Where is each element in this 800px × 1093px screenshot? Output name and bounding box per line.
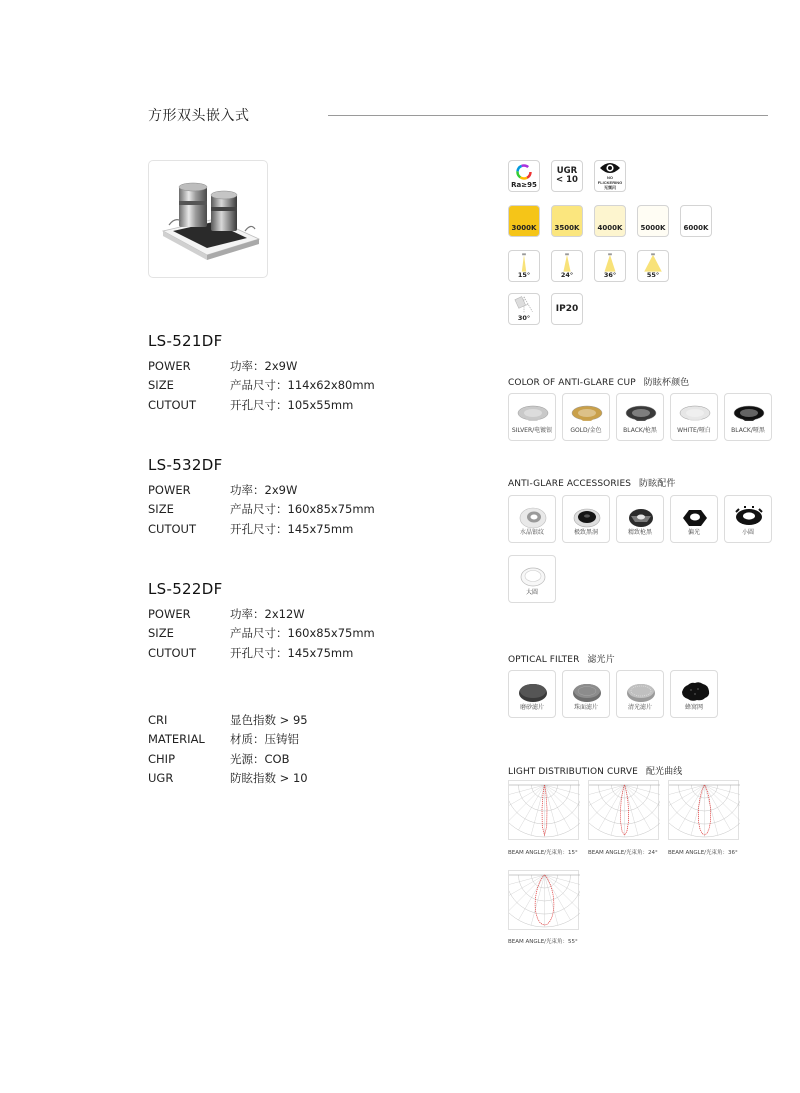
cup-highlight [632, 409, 650, 417]
color-wheel-icon [516, 164, 532, 180]
filter-label: 珠面滤片 [573, 704, 598, 711]
heading-cn: 防眩配件 [639, 479, 676, 489]
cup-highlight [686, 409, 704, 417]
spec-row [148, 624, 478, 644]
cup-matte-black [724, 393, 772, 441]
polar-curve-graphic [509, 871, 580, 931]
polar-spoke [545, 785, 581, 822]
polar-spoke [545, 875, 571, 920]
polar-spoke [705, 785, 741, 811]
polar-spoke [705, 785, 731, 830]
cup-label: SILVER/电镀银 [511, 427, 553, 434]
polar-spoke [625, 785, 661, 811]
cct-label: 5000K [640, 224, 666, 232]
spec-key: POWER [148, 358, 191, 373]
cct-label: 6000K [683, 224, 709, 232]
heading-cn: 防眩杯颜色 [643, 378, 690, 388]
polar-spoke [545, 785, 571, 830]
no-flicker-icon [594, 160, 626, 192]
polar-curve-graphic [669, 781, 740, 841]
model-name: LS-532DF [148, 456, 223, 474]
curve-caption: BEAM ANGLE/光束角：36° [668, 850, 738, 856]
spec-key: POWER [148, 606, 191, 621]
heading-cn: 滤光片 [587, 655, 615, 665]
polar-curve-graphic [509, 781, 580, 841]
polar-spoke [545, 875, 581, 888]
polar-spoke [589, 785, 625, 822]
cup-gun-black [616, 393, 664, 441]
spec-key: SIZE [148, 626, 174, 641]
ra-cri-icon [508, 160, 540, 192]
filter-beaded [562, 670, 610, 718]
model-name: LS-521DF [148, 332, 223, 350]
spec-value: 开孔尺寸：145x75mm [230, 521, 354, 536]
tilt-label: 30° [517, 314, 531, 322]
lamp-head [522, 253, 526, 255]
general-specs [148, 710, 478, 788]
cct-label: 4000K [597, 224, 623, 232]
beam-label: 24° [560, 271, 574, 279]
filter-clear [616, 670, 664, 718]
filter-label: 蜂窝网 [684, 704, 703, 711]
distribution-curve-24 [588, 780, 659, 840]
cup-matte-white [670, 393, 718, 441]
polar-spoke [531, 875, 544, 925]
spec-key: UGR [148, 771, 174, 786]
beam-label: 36° [603, 271, 617, 279]
spec-key: POWER [148, 482, 191, 497]
accessory-label: 偏光 [687, 529, 700, 536]
curve-caption: BEAM ANGLE/光束角：55° [508, 939, 578, 945]
polar-spoke [545, 785, 581, 798]
beam-cone [522, 255, 526, 272]
ip-rating-icon [551, 293, 583, 325]
eye-icon [599, 161, 621, 175]
accessory-label: 精致枪黑 [627, 529, 652, 536]
spec-row [148, 730, 478, 750]
polar-spoke [589, 785, 625, 798]
filter-frosted [508, 670, 556, 718]
page-title: 方形双头嵌入式 [148, 108, 250, 124]
cup-label: WHITE/哑白 [677, 427, 711, 434]
spec-value: 功率：2x9W [230, 358, 298, 373]
spec-value: 产品尺寸：160x85x75mm [230, 502, 375, 517]
cup-highlight [578, 409, 596, 417]
heading-cn: 配光曲线 [645, 767, 683, 777]
polar-spoke [509, 875, 545, 901]
spec-row [148, 769, 478, 789]
distribution-curve-15 [508, 780, 579, 840]
spec-row [148, 356, 478, 376]
polar-spoke [509, 875, 545, 912]
polar-spoke [669, 785, 705, 822]
accessory-large-ring [508, 555, 556, 603]
heading-en: LIGHT DISTRIBUTION CURVE [508, 767, 638, 777]
filter-label: 清光滤片 [627, 704, 652, 711]
cup-label: BLACK/哑黑 [731, 427, 765, 434]
title-divider [328, 115, 768, 116]
polar-spoke [509, 875, 545, 888]
spec-value: 开孔尺寸：145x75mm [230, 645, 354, 660]
cct-label: 3000K [511, 224, 537, 232]
product-photo [148, 160, 268, 278]
polar-spoke [509, 785, 545, 798]
spec-row [148, 749, 478, 769]
beam-angle-15-icon [508, 250, 540, 282]
spec-row [148, 376, 478, 396]
model-name: LS-522DF [148, 580, 223, 598]
lamp-head [651, 253, 655, 255]
spec-key: CUTOUT [148, 645, 196, 660]
cup-silver [508, 393, 556, 441]
cup-gold [562, 393, 610, 441]
polar-spoke [589, 785, 625, 811]
polar-spoke [705, 785, 718, 835]
spec-key: MATERIAL [148, 732, 205, 747]
polar-spoke [545, 785, 581, 811]
spec-value: 开孔尺寸：105x55mm [230, 397, 354, 412]
beam-cone [605, 255, 616, 272]
spec-value: 功率：2x12W [230, 606, 305, 621]
polar-spoke [669, 785, 705, 811]
spec-key: CUTOUT [148, 521, 196, 536]
spec-key: SIZE [148, 502, 174, 517]
spec-row [148, 519, 478, 539]
spec-value: 材质：压铸铝 [230, 732, 299, 747]
model-ls-521df [148, 332, 478, 415]
polar-spoke [679, 785, 705, 830]
spec-value: 功率：2x9W [230, 482, 298, 497]
polar-spoke [625, 785, 651, 830]
accessory-gun-black [616, 495, 664, 543]
model-ls-532df [148, 456, 478, 539]
spec-value: 防眩指数 > 10 [230, 771, 308, 786]
heading-en: COLOR OF ANTI-GLARE CUP [508, 378, 636, 388]
filter-honeycomb [670, 670, 718, 718]
spec-row [148, 480, 478, 500]
cup-label: GOLD/金色 [570, 427, 602, 434]
spec-row [148, 395, 478, 415]
model-ls-522df [148, 580, 478, 663]
heading-en: OPTICAL FILTER [508, 655, 580, 665]
spec-key: CHIP [148, 751, 176, 766]
accessory-label: 水晶银纹 [519, 529, 544, 536]
ugr-icon [551, 160, 583, 192]
cup-highlight [740, 409, 758, 417]
polar-spoke [509, 785, 545, 822]
polar-curve-graphic [589, 781, 660, 841]
beam-label: 15° [517, 271, 531, 279]
polar-spoke [625, 785, 661, 798]
light-distribution-heading [508, 764, 682, 777]
distribution-curve-36 [668, 780, 739, 840]
accessory-label: 大圆 [525, 589, 538, 596]
tilt-angle-icon [508, 293, 540, 325]
heading-en: ANTI-GLARE ACCESSORIES [508, 479, 632, 489]
cct-3500k [551, 205, 583, 237]
beam-label: 55° [646, 271, 660, 279]
cup-label: BLACK/枪黑 [623, 427, 657, 434]
polar-spoke [669, 785, 705, 798]
beam-angle-55-icon [637, 250, 669, 282]
spec-row [148, 500, 478, 520]
cct-6000k [680, 205, 712, 237]
cct-label: 3500K [554, 224, 580, 232]
polar-spoke [611, 785, 624, 835]
accessory-label: 小圆 [741, 529, 754, 536]
beam-angle-36-icon [594, 250, 626, 282]
cct-5000k [637, 205, 669, 237]
spec-row [148, 604, 478, 624]
accessory-polarized [670, 495, 718, 543]
spec-row [148, 710, 478, 730]
spec-value: 显色指数 > 95 [230, 712, 308, 727]
polar-spoke [545, 875, 581, 912]
cup-highlight [524, 409, 542, 417]
flicker-label: NO FLICKERING [597, 175, 623, 185]
polar-spoke [691, 785, 704, 835]
accessory-crystal-silver [508, 495, 556, 543]
beam-cone [563, 255, 570, 272]
spec-key: SIZE [148, 378, 174, 393]
lamp-head [608, 253, 612, 255]
accessory-small-ring [724, 495, 772, 543]
spec-value: 产品尺寸：160x85x75mm [230, 626, 375, 641]
curve-caption: BEAM ANGLE/光束角：15° [508, 850, 578, 856]
curve-caption: BEAM ANGLE/光束角：24° [588, 850, 658, 856]
polar-spoke [545, 875, 558, 925]
polar-spoke [519, 875, 545, 920]
polar-spoke [519, 785, 545, 830]
accessories-heading [508, 476, 675, 489]
ugr-line-2: < 10 [556, 175, 578, 185]
beam-angle-24-icon [551, 250, 583, 282]
ugr-line-1: UGR [556, 166, 578, 176]
distribution-curve-55 [508, 870, 579, 930]
spec-value: 产品尺寸：114x62x80mm [230, 378, 375, 393]
ip-label: IP20 [555, 304, 579, 314]
spec-key: CUTOUT [148, 397, 196, 412]
anti-glare-cup-heading [508, 375, 689, 388]
filter-label: 磨砂滤片 [519, 704, 544, 711]
double-head-downlight-image [149, 161, 268, 278]
accessory-label: 极致黑洞 [573, 529, 598, 536]
polar-spoke [545, 875, 581, 901]
polar-spoke [625, 785, 661, 822]
beam-cone [644, 255, 662, 272]
accessory-black-hole [562, 495, 610, 543]
spec-row [148, 643, 478, 663]
polar-spoke [509, 785, 545, 811]
spec-value: 光源：COB [230, 751, 290, 766]
flicker-label-cn: 无频闪 [604, 185, 616, 190]
cct-3000k [508, 205, 540, 237]
lamp-head [565, 253, 569, 255]
polar-spoke [705, 785, 741, 798]
ra-label: Ra≥95 [511, 180, 537, 189]
cct-4000k [594, 205, 626, 237]
optical-filter-heading [508, 652, 615, 665]
spec-key: CRI [148, 712, 168, 727]
